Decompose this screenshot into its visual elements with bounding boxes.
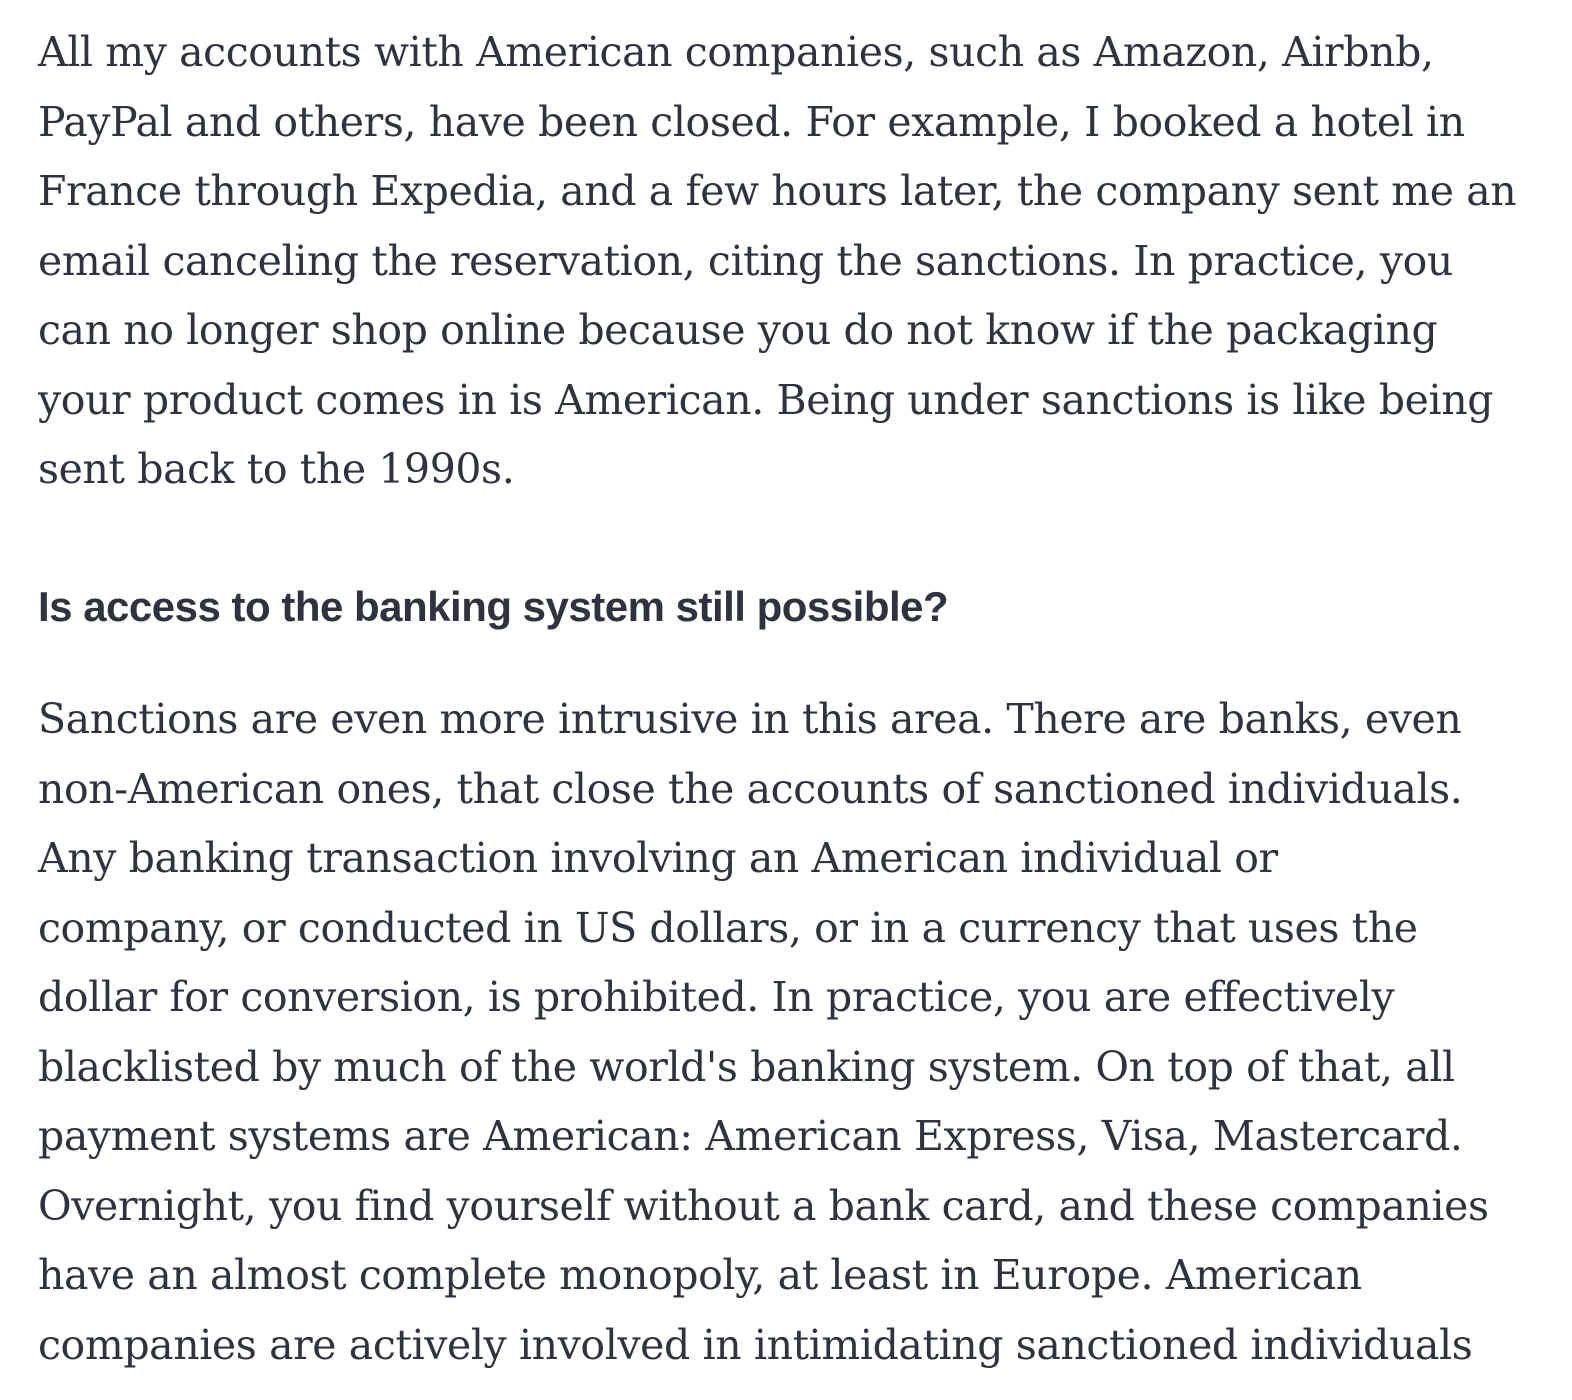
- paragraph-line: blacklisted by much of the world's banking system. On top of that, all: [38, 1042, 1455, 1091]
- paragraph-line: Sanctions are even more intrusive in this area. There are banks, even: [38, 695, 1462, 743]
- paragraph-line: have an almost complete monopoly, at least in Europe. American: [38, 1251, 1362, 1299]
- paragraph-line: can no longer shop online because you do not know if the packaging: [38, 306, 1438, 354]
- paragraph-line: companies are actively involved in intimidating sanctioned individuals: [38, 1320, 1473, 1369]
- paragraph-line: dollar for conversion, is prohibited. In practice, you are effectively: [38, 973, 1395, 1021]
- paragraph-line: company, or conducted in US dollars, or in a currency that uses the: [38, 903, 1418, 952]
- section-heading-banking: Is access to the banking system still possible?: [38, 583, 949, 630]
- paragraph-line: PayPal and others, have been closed. For example, I booked a hotel in: [38, 97, 1465, 146]
- paragraph-line: your product comes in is American. Being under sanctions is like being: [38, 375, 1494, 424]
- paragraph-line: sent back to the 1990s.: [38, 445, 515, 493]
- paragraph-line: All my accounts with American companies, such as Amazon, Airbnb,: [38, 28, 1434, 76]
- paragraph-line: France through Expedia, and a few hours later, the company sent me an: [38, 167, 1517, 215]
- paragraph-line: non-American ones, that close the accounts of sanctioned individuals.: [38, 764, 1463, 813]
- paragraph-line: Overnight, you find yourself without a bank card, and these companies: [38, 1181, 1489, 1230]
- paragraph-banking-sanctions: [38, 685, 1489, 1380]
- paragraph-line: payment systems are American: American Express, Visa, Mastercard.: [38, 1112, 1463, 1160]
- paragraph-accounts-closed: [38, 18, 1516, 505]
- paragraph-line: Any banking transaction involving an American individual or: [38, 834, 1278, 882]
- paragraph-line: email canceling the reservation, citing the sanctions. In practice, you: [38, 236, 1453, 285]
